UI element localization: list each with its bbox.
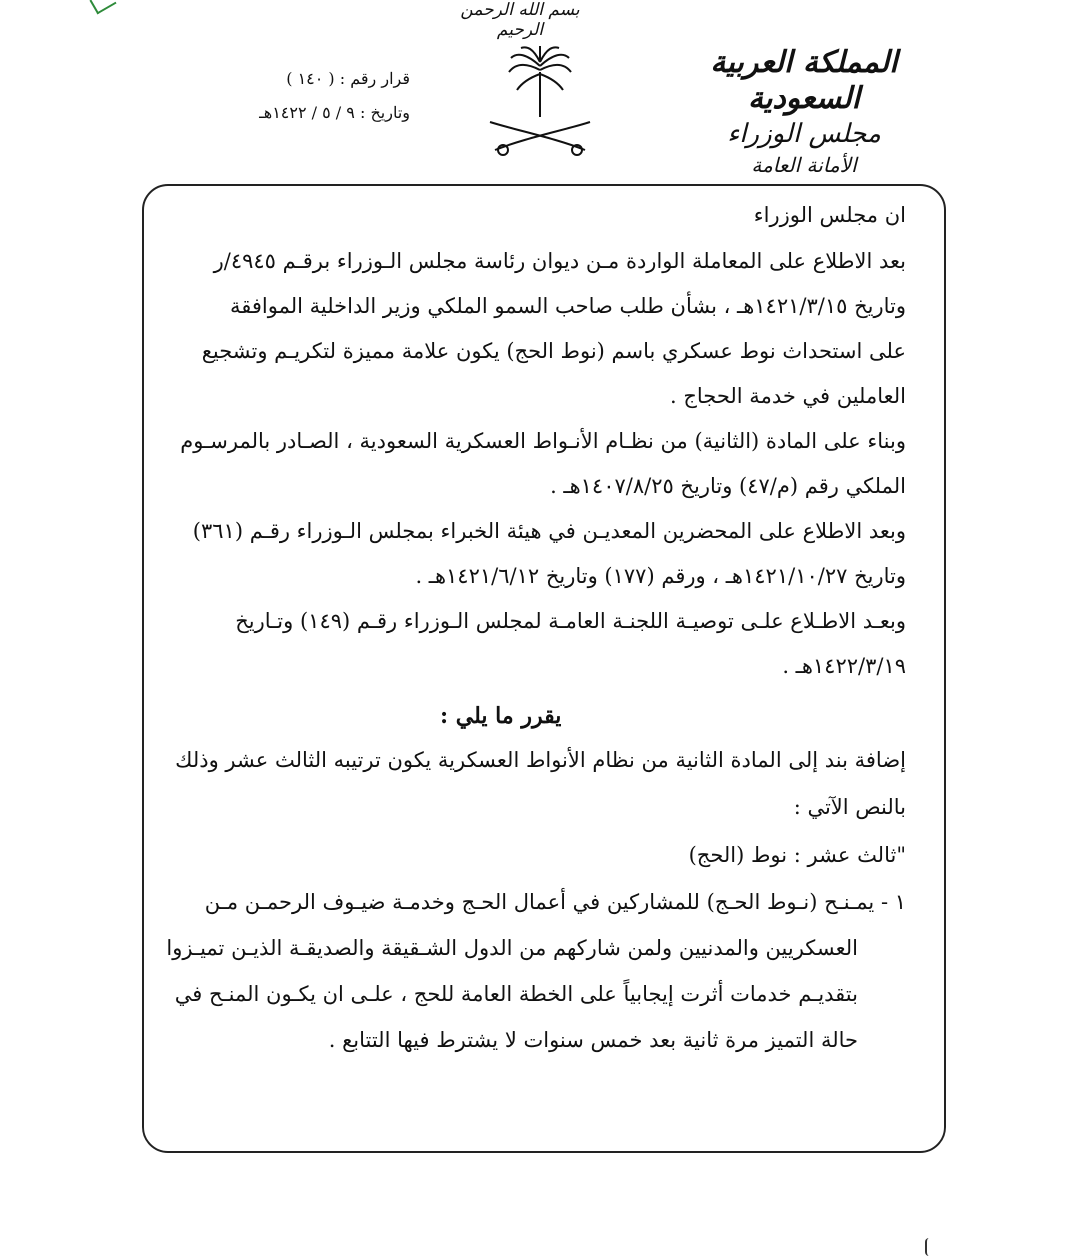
saudi-emblem-icon: [485, 42, 595, 157]
body-line: وتاريخ ١٤٢١/١٠/٢٧هـ ، ورقم (١٧٧) وتاريخ ١٤٢١/٦/١٢هـ .: [415, 564, 906, 588]
decision-line: بالنص الآتي :: [793, 795, 906, 819]
decision-date: وتاريخ : ٩ / ٥ / ١٤٢٢هـ: [259, 103, 410, 122]
decision-number: قرار رقم : ( ١٤٠ ): [286, 69, 410, 88]
body-line: الملكي رقم (م/٤٧) وتاريخ ١٤٠٧/٨/٢٥هـ .: [550, 474, 906, 498]
decision-line: حالة التميز مرة ثانية بعد خمس سنوات لا يشترط فيها التتابع .: [328, 1028, 858, 1052]
body-line: العاملين في خدمة الحجاج .: [669, 384, 906, 408]
body-line: ان مجلس الوزراء: [753, 203, 906, 227]
decision-line: ١ - يمـنـح (نـوط الحـج) للمشاركين في أعمال الحـج وخدمـة ضيـوف الرحمـن مـن: [204, 890, 906, 914]
secretariat-name: الأمانة العامة: [751, 153, 857, 177]
decision-line: العسكريين والمدنيين ولمن شاركهم من الدول الشـقيقة والصديقـة الذيـن تميـزوا: [166, 936, 858, 960]
decision-heading: يقرر ما يلي :: [440, 703, 562, 729]
body-line: وبناء على المادة (الثانية) من نظـام الأنـواط العسكرية السعودية ، الصـادر بالمرسـوم: [180, 429, 906, 453]
body-line: ١٤٢٢/٣/١٩هـ .: [782, 654, 906, 678]
council-name: مجلس الوزراء: [727, 119, 881, 149]
kingdom-name: المملكة العربية السعودية: [710, 45, 898, 116]
basmala: بسم الله الرحمن الرحيم: [460, 0, 580, 40]
letterhead-right: [674, 45, 934, 179]
body-line: بعد الاطلاع على المعاملة الواردة مـن ديوان رئاسة مجلس الـوزراء برقـم ٤٩٤٥/ر: [213, 249, 906, 273]
page-edge-mark: [925, 1238, 933, 1256]
decision-reference: [190, 62, 410, 130]
body-line: وتاريخ ١٤٢١/٣/١٥هـ ، بشأن طلب صاحب السمو الملكي وزير الداخلية الموافقة: [229, 294, 906, 318]
decision-line: إضافة بند إلى المادة الثانية من نظام الأنواط العسكرية يكون ترتيبه الثالث عشر وذلك: [175, 748, 906, 772]
body-line: وبعـد الاطـلاع علـى توصيـة اللجنـة العامـة لمجلس الـوزراء رقـم (١٤٩) وتـاريخ: [235, 609, 906, 633]
body-line: على استحداث نوط عسكري باسم (نوط الحج) يكون علامة مميزة لتكريـم وتشجيع: [201, 339, 906, 363]
decision-line: "ثالث عشر : نوط (الحج): [688, 843, 906, 867]
body-line: وبعد الاطلاع على المحضرين المعديـن في هيئة الخبراء بمجلس الـوزراء رقـم (٣٦١): [192, 519, 906, 543]
corner-mark-decoration: [89, 0, 116, 14]
decision-line: بتقديـم خدمات أثرت إيجابياً على الخطة العامة للحج ، علـى ان يكـون المنـح في: [174, 982, 858, 1006]
